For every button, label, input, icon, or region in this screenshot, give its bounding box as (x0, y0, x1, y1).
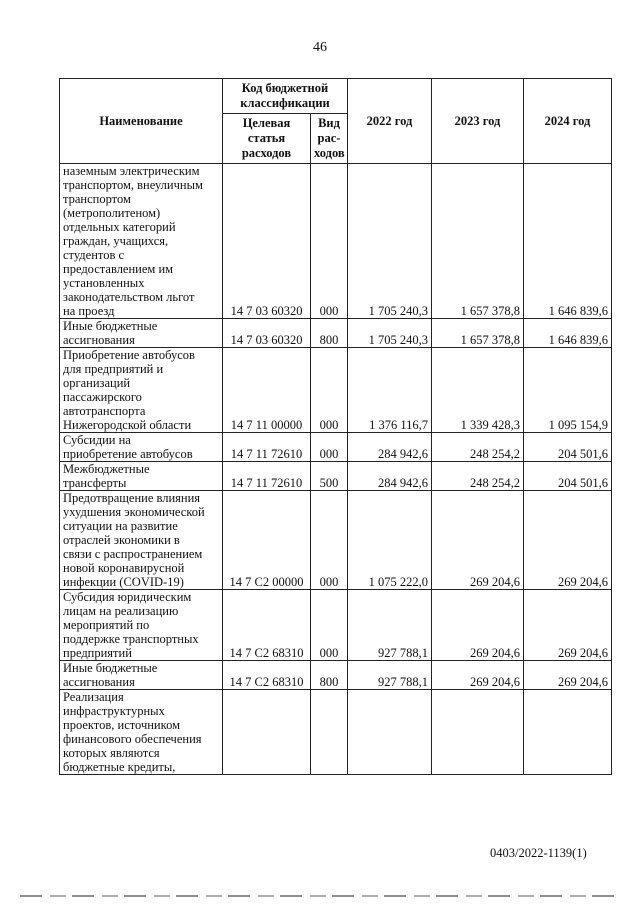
row-name-line: законодательством льгот (63, 290, 195, 304)
row-name-line: Нижегородской области (63, 418, 192, 432)
row-code (223, 690, 311, 775)
row-name-line: отдельных категорий (63, 220, 176, 234)
row-name-line: приобретение автобусов (63, 447, 193, 461)
row-name-line: ассигнования (63, 333, 135, 347)
row-value-2023: 269 204,6 (432, 661, 524, 690)
row-value-2024: 1 095 154,9 (524, 348, 612, 433)
row-name (60, 462, 223, 491)
row-code: 14 7 11 72610 (223, 433, 311, 462)
page-number: 46 (313, 40, 327, 55)
row-name-line: для предприятий и (63, 362, 164, 376)
table-row (60, 348, 612, 433)
row-name (60, 491, 223, 590)
row-value-2024: 1 646 839,6 (524, 164, 612, 319)
header-code-group (223, 79, 348, 114)
row-name-line: организаций (63, 376, 131, 390)
header-code-group-line: классификации (240, 96, 330, 110)
header-year-2022: 2022 год (348, 79, 432, 164)
row-code: 14 7 C2 00000 (223, 491, 311, 590)
row-value-2022: 927 788,1 (348, 590, 432, 661)
header-target-article-line: статья (247, 131, 286, 145)
row-value-2022 (348, 690, 432, 775)
row-code: 14 7 11 72610 (223, 462, 311, 491)
table-body (60, 164, 612, 775)
row-value-2022: 1 705 240,3 (348, 319, 432, 348)
row-name (60, 590, 223, 661)
row-name-line: Предотвращение влияния (63, 491, 201, 505)
row-value-2024: 204 501,6 (524, 462, 612, 491)
row-name-line: студентов с (63, 248, 125, 262)
row-value-2024: 1 646 839,6 (524, 319, 612, 348)
row-name-line: предоставлением им (63, 262, 174, 276)
row-value-2023 (432, 690, 524, 775)
row-expense-type: 500 (311, 462, 348, 491)
document-code: 0403/2022-1139(1) (490, 846, 587, 860)
row-name-line: Приобретение автобусов (63, 348, 195, 362)
row-name-line: граждан, учащихся, (63, 234, 169, 248)
row-expense-type: 000 (311, 491, 348, 590)
row-name-line: новой коронавирусной (63, 561, 185, 575)
row-value-2023: 1 657 378,8 (432, 164, 524, 319)
row-expense-type: 800 (311, 661, 348, 690)
header-expense-type (311, 114, 348, 164)
row-value-2022: 1 075 222,0 (348, 491, 432, 590)
scan-artifact-line (20, 895, 620, 897)
row-name-line: транспортом (63, 192, 131, 206)
row-name-line: Иные бюджетные (63, 319, 158, 333)
row-name-line: на проезд (63, 304, 115, 318)
row-code: 14 7 03 60320 (223, 164, 311, 319)
row-name-line: ухудшения экономической (63, 505, 205, 519)
row-value-2023: 248 254,2 (432, 462, 524, 491)
row-name-line: ассигнования (63, 675, 135, 689)
row-expense-type: 000 (311, 433, 348, 462)
row-name-line: пассажирского (63, 390, 142, 404)
row-name (60, 164, 223, 319)
header-name: Наименование (60, 79, 223, 164)
table-row (60, 590, 612, 661)
row-value-2022: 927 788,1 (348, 661, 432, 690)
row-expense-type: 000 (311, 590, 348, 661)
table-row (60, 319, 612, 348)
row-name (60, 661, 223, 690)
row-value-2024: 269 204,6 (524, 661, 612, 690)
row-value-2023: 1 339 428,3 (432, 348, 524, 433)
header-expense-type-line: рас- (317, 131, 341, 145)
row-expense-type: 000 (311, 348, 348, 433)
row-name-line: инфраструктурных (63, 704, 165, 718)
header-code-group-line: Код бюджетной (241, 81, 329, 95)
row-name-line: связи с распространением (63, 547, 203, 561)
row-name-line: лицам на реализацию (63, 604, 179, 618)
row-expense-type: 000 (311, 164, 348, 319)
table-row (60, 462, 612, 491)
table-row (60, 491, 612, 590)
header-target-article-line: расходов (241, 146, 292, 160)
row-value-2023: 248 254,2 (432, 433, 524, 462)
row-name-line: трансферты (63, 476, 127, 490)
row-name (60, 433, 223, 462)
row-value-2023: 269 204,6 (432, 491, 524, 590)
row-name (60, 348, 223, 433)
row-name-line: проектов, источником (63, 718, 180, 732)
row-value-2022: 284 942,6 (348, 433, 432, 462)
row-name-line: (метрополитеном) (63, 206, 161, 220)
row-value-2022: 284 942,6 (348, 462, 432, 491)
row-name-line: Субсидии на (63, 433, 131, 447)
row-name-line: инфекции (COVID-19) (63, 575, 184, 589)
row-value-2024 (524, 690, 612, 775)
header-year-2024: 2024 год (524, 79, 612, 164)
header-year-2023: 2023 год (432, 79, 524, 164)
row-expense-type (311, 690, 348, 775)
row-code: 14 7 11 00000 (223, 348, 311, 433)
row-name-line: Межбюджетные (63, 462, 150, 476)
row-value-2022: 1 705 240,3 (348, 164, 432, 319)
row-name-line: поддержке транспортных (63, 632, 199, 646)
row-expense-type: 800 (311, 319, 348, 348)
table-row (60, 433, 612, 462)
row-name-line: Субсидия юридическим (63, 590, 192, 604)
table-row (60, 661, 612, 690)
header-target-article-line: Целевая (242, 116, 291, 130)
table-row (60, 690, 612, 775)
row-value-2022: 1 376 116,7 (348, 348, 432, 433)
row-value-2023: 269 204,6 (432, 590, 524, 661)
row-code: 14 7 03 60320 (223, 319, 311, 348)
header-expense-type-line: Вид (318, 116, 340, 130)
row-name-line: ситуации на развитие (63, 519, 178, 533)
header-expense-type-line: ходов (314, 146, 345, 160)
row-name-line: финансового обеспечения (63, 732, 202, 746)
table-row (60, 164, 612, 319)
row-value-2024: 269 204,6 (524, 590, 612, 661)
row-value-2024: 204 501,6 (524, 433, 612, 462)
row-value-2023: 1 657 378,8 (432, 319, 524, 348)
row-name (60, 319, 223, 348)
row-name-line: отраслей экономики в (63, 533, 180, 547)
row-name-line: автотранспорта (63, 404, 146, 418)
row-name-line: бюджетные кредиты, (63, 760, 176, 774)
row-name-line: предприятий (63, 646, 132, 660)
row-value-2024: 269 204,6 (524, 491, 612, 590)
row-name-line: мероприятий по (63, 618, 150, 632)
row-code: 14 7 C2 68310 (223, 590, 311, 661)
row-name-line: установленных (63, 276, 145, 290)
row-name-line: наземным электрическим (63, 164, 200, 178)
header-target-article (223, 114, 311, 164)
row-name-line: транспортом, внеуличным (63, 178, 203, 192)
row-name-line: Реализация (63, 690, 124, 704)
row-name (60, 690, 223, 775)
row-code: 14 7 C2 68310 (223, 661, 311, 690)
row-name-line: которых являются (63, 746, 160, 760)
budget-table (59, 78, 612, 775)
row-name-line: Иные бюджетные (63, 661, 158, 675)
